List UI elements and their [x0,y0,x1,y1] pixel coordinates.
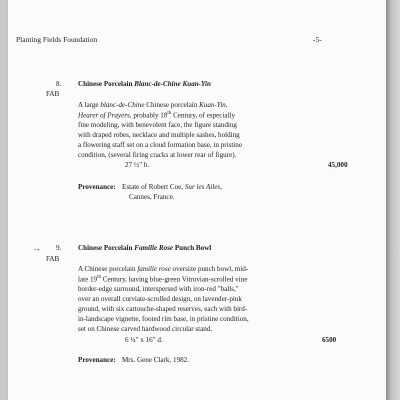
item-8-provenance-line-2: Cannes, France. [129,193,175,201]
handwritten-arrow-icon: → [32,243,41,253]
item-8-dimensions: 27 ½" h. [125,161,150,169]
item-9-title-suffix: Punch Bowl [174,244,212,252]
item-9-desc-superscript: th [97,275,101,280]
item-8-title-prefix: Chinese Porcelain [78,80,133,88]
header-page-number: -5- [313,35,322,44]
item-8-desc-line-2 [78,111,235,119]
item-9-desc-italic: famille rose [137,265,171,273]
item-8-provenance-line-1 [122,184,222,191]
item-8-desc-text: Chinese porcelain [146,101,198,109]
item-8-code: FAB [46,90,60,98]
item-9-desc-line-5: ground, with six cartouche-shaped reserves, each with bird- [78,305,248,313]
item-9-title-italic: Famille Rose [134,244,174,252]
item-8-desc-superscript: th [167,111,172,116]
item-9-title-prefix: Chinese Porcelain [78,244,133,252]
item-9-desc-text: A Chinese porcelain [78,265,136,273]
item-9-desc-text: oversize punch bowl, mid- [172,265,249,273]
item-8-desc-italic: Kuan-Yin, [199,101,228,109]
item-8-provenance-label: Provenance: [78,183,116,191]
item-8-desc-text: Century, of especially [173,111,236,120]
item-8-desc-text: probably 18 [133,111,168,120]
document-page [8,0,386,400]
item-8-desc-line-6: condition, (several firing cracks at lower rear of figure). [78,151,237,159]
item-8-desc-italic: blanc-de-Chine [100,101,145,109]
item-8-desc-italic: Hearer of Prayers, [78,111,132,120]
item-9-desc-line-4: over an overall curviate-scrolled design, on lavender-pink [78,295,242,303]
item-9-title [78,245,211,252]
item-8-price: 45,000 [328,161,348,169]
item-8-number: 8. [56,80,62,88]
header-organization: Planting Fields Foundation [16,35,98,44]
item-9-desc-text: Century, having blue-green Vitruvian-scrolled vine [102,275,248,284]
item-9-code: FAB [46,255,60,263]
item-9-provenance-label: Provenance: [78,356,116,364]
item-8-desc-line-5: a flowering staff set on a cloud formation base, in pristine [78,141,242,149]
scan-edge-shadow [386,0,400,400]
item-9-desc-line-3: border-edge surround, interspersed with iron-red "balls," [78,285,239,293]
item-8-desc-text: A large [78,101,99,109]
item-9-desc-line-1 [78,265,248,273]
item-9-dimensions: 6 ¼" x 16" d. [125,336,163,344]
item-8-title [78,81,211,88]
item-8-title-italic: Blanc-de-Chine Kuan-Yin [134,80,211,88]
item-8-desc-line-3: fine modeling, with benevolent face, the figure standing [78,121,237,129]
item-9-desc-text: late 19 [78,275,98,284]
item-8-desc-line-1 [78,101,228,109]
item-9-desc-line-2 [78,275,247,283]
item-8-provenance-italic: Sur les Ailes, [184,183,222,191]
item-9-number: 9. [56,244,62,252]
item-8-desc-line-4: with draped robes, necklace and multiple sashes, holding [78,131,240,139]
item-9-price: 6500 [322,336,337,344]
item-9-desc-line-7: set on Chinese carved hardwood circular stand. [78,325,213,333]
item-8-provenance-text: Estate of Robert Coe, [122,183,184,191]
item-9-provenance-line-1: Mrs. Gene Clark, 1982. [122,356,189,364]
item-9-desc-line-6: in-landscape vignette, footed rim base, in pristine condition, [78,315,249,323]
